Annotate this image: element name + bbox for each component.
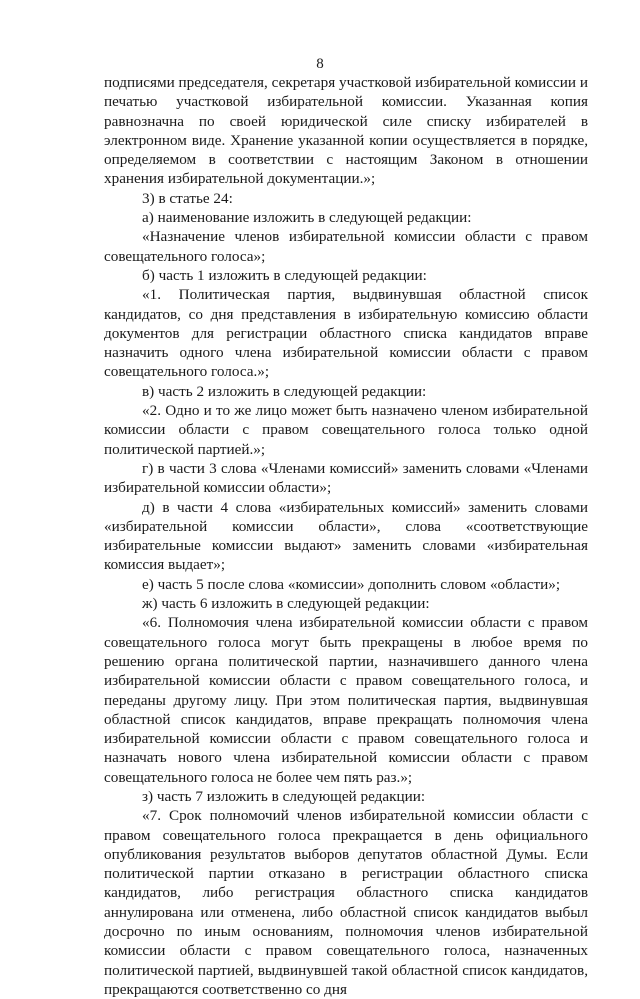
page-number: 8 xyxy=(316,56,324,72)
paragraph-item-zh: ж) часть 6 изложить в следующей редакции: xyxy=(142,595,430,613)
paragraph-quote-part-2: «2. Одно и то же лицо может быть назначено членом избирательной комиссии области с правом совещательного голоса только одной политической партией.»; xyxy=(104,402,588,458)
paragraph-quote-part-7: «7. Срок полномочий членов избирательной комиссии области с правом совещательного голоса прекращается в день официального опубликования результатов выборов депутатов областной Думы. Если политической партии отказано в регистрации областного списка кандидатов, либо регистрация областного списка кандидатов аннулирована или отменена, либо областной список кандидатов выбыл досрочно по иным основаниям, полномочия членов избирательной комиссии области с правом совещательного голоса, назначенных политической партией, выдвинувшей такой областной список кандидатов, прекращаются соответственно со дня xyxy=(104,807,588,998)
paragraph-quote-title: «Назначение членов избирательной комиссии области с правом совещательного голоса»; xyxy=(104,228,588,265)
paragraph-quote-part-1: «1. Политическая партия, выдвинувшая областной список кандидатов, со дня представления в избирательную комиссию области документов для регистрации областного списка кандидатов вправе назначить одного члена избирательной комиссии области с правом совещательного голоса.»; xyxy=(104,286,588,381)
paragraph-item-g: г) в части 3 слова «Членами комиссий» заменить словами «Членами избирательной комиссии области»; xyxy=(104,459,588,497)
paragraph-article-24: 3) в статье 24: xyxy=(142,189,233,207)
paragraph-item-b: б) часть 1 изложить в следующей редакции: xyxy=(142,266,427,284)
paragraph-quote-part-6: «6. Полномочия члена избирательной комиссии области с правом совещательного голоса могут быть прекращены в любое время по решению органа политической партии, назначившего данного члена избирательной комиссии области с правом совещательного голоса, и переданы другому лицу. При этом политическая партия, выдвинувшая областной список кандидатов, вправе прекращать полномочия члена избирательной комиссии области с правом совещательного голоса и назначать нового члена избирательной комиссии области с правом совещательного голоса не более чем пять раз.»; xyxy=(104,614,588,786)
paragraph-item-z: з) часть 7 изложить в следующей редакции: xyxy=(142,787,426,805)
document-body xyxy=(104,73,588,999)
paragraph-item-e: е) часть 5 после слова «комиссии» дополнить словом «области»; xyxy=(142,575,561,593)
paragraph-continuation: подписями председателя, секретаря участковой избирательной комиссии и печатью участковой избирательной комиссии. Указанная копия равнозначна по своей юридической силе списку избирателей в электронном виде. Хранение указанной копии осуществляется в порядке, определяемом в соответствии с настоящим Законом в отношении хранения избирательной документации.»; xyxy=(104,74,588,188)
paragraph-item-a: а) наименование изложить в следующей редакции: xyxy=(142,209,472,227)
paragraph-item-v: в) часть 2 изложить в следующей редакции: xyxy=(142,382,427,400)
paragraph-item-d: д) в части 4 слова «избирательных комиссий» заменить словами «избирательной комиссии области», слова «соответствующие избирательные комиссии выдают» заменить словами «избирательная комиссия выдает»; xyxy=(104,498,588,574)
